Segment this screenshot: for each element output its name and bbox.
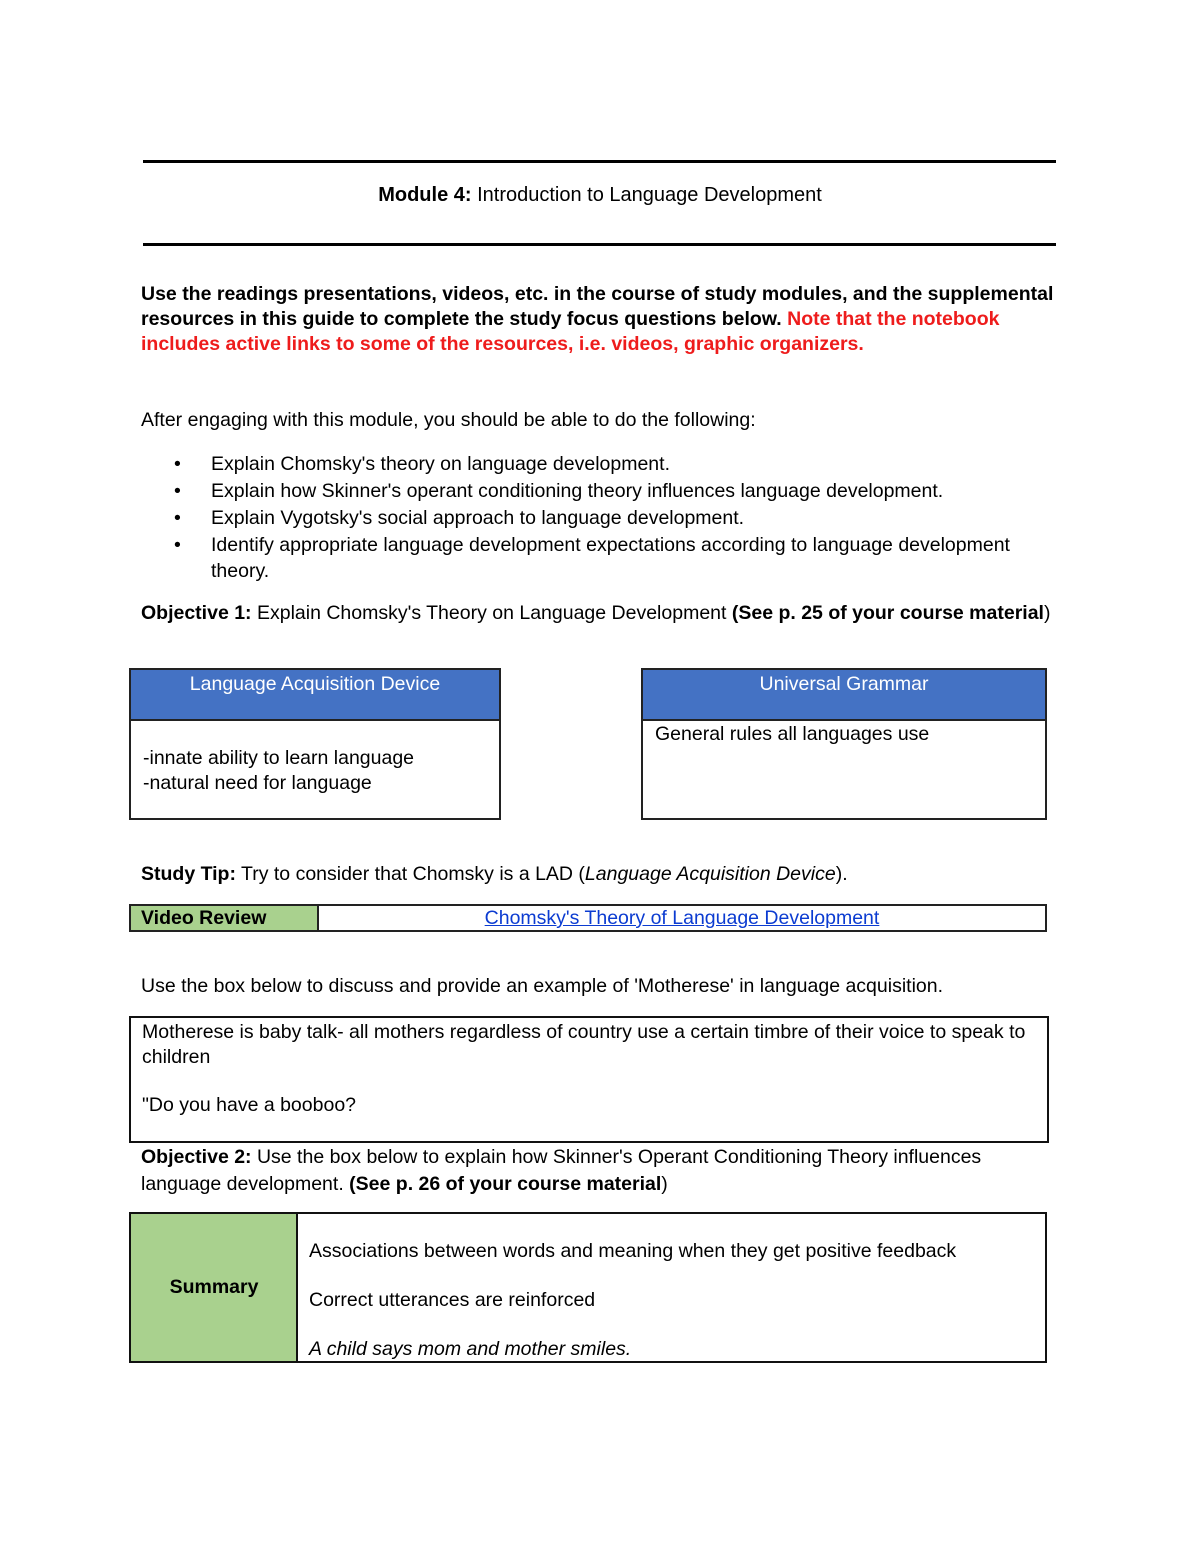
lad-line-2: -natural need for language [143,772,372,794]
objective-2: Objective 2: Use the box below to explain how Skinner's Operant Conditioning Theory influences language development. (See p. 26 of your course material) [141,1146,982,1195]
motherese-answer-box[interactable] [129,1016,1049,1143]
objective-2-label: Objective 2: [141,1146,252,1168]
list-item: • Identify appropriate language development expectations according to language development theory. [174,534,1010,582]
summary-label: Summary [131,1214,298,1361]
outcomes-lead: After engaging with this module, you should be able to do the following: [141,409,756,431]
list-item: • Explain Chomsky's theory on language development. [174,453,670,475]
lad-box-body [131,721,499,796]
motherese-answer-line-2: "Do you have a booboo? [142,1094,357,1116]
summary-body[interactable] [298,1214,1045,1361]
ug-box [641,668,1047,820]
outcomes-list [141,451,1041,585]
study-tip: Study Tip: Try to consider that Chomsky is a LAD (Language Acquisition Device). [141,863,848,885]
bullet-icon: • [174,480,181,502]
summary-line-1: Associations between words and meaning when they get positive feedback [309,1240,957,1262]
list-item: • Explain Vygotsky's social approach to language development. [174,507,745,529]
motherese-prompt: Use the box below to discuss and provide an example of 'Motherese' in language acquisition. [141,975,944,997]
study-tip-label: Study Tip: [141,863,236,885]
objective-1-label: Objective 1: [141,602,252,624]
bottom-divider [143,243,1056,246]
lad-line-1: -innate ability to learn language [143,747,415,769]
bullet-icon: • [174,453,181,475]
summary-example: A child says mom and mother smiles. [309,1338,632,1360]
intro-note-text: Note that the notebook includes active links to some of the resources, i.e. videos, graphic organizers. [141,308,1000,355]
lad-box-title: Language Acquisition Device [131,670,499,721]
page-title [0,184,1200,207]
video-review-label: Video Review [131,906,319,930]
objective-1: Objective 1: Explain Chomsky's Theory on Language Development (See p. 25 of your course material) [141,602,1051,624]
video-link[interactable]: Chomsky's Theory of Language Development [484,907,880,929]
objective-1-reference: (See p. 25 of your course material [731,602,1044,624]
objective-2-reference: (See p. 26 of your course material [349,1173,662,1195]
intro-bold-text: Use the readings presentations, videos, etc. in the course of study modules, and the supplemental resources in this guide to complete the study focus questions below. [141,283,1054,330]
motherese-answer-line-1: Motherese is baby talk- all mothers regardless of country use a certain timbre of their voice to speak to children [142,1021,1026,1068]
lad-box [129,668,501,820]
module-title: Introduction to Language Development [471,184,822,206]
ug-box-title: Universal Grammar [643,670,1045,721]
summary-line-2: Correct utterances are reinforced [309,1289,596,1311]
summary-table [129,1212,1047,1363]
bullet-icon: • [174,507,181,529]
bullet-icon: • [174,534,181,556]
intro-instructions [141,282,1061,357]
module-label: Module 4: [378,184,472,206]
ug-box-body: General rules all languages use [655,723,930,745]
list-item: • Explain how Skinner's operant conditioning theory influences language development. [174,480,944,502]
video-review-row [129,904,1047,932]
top-divider [143,160,1056,163]
